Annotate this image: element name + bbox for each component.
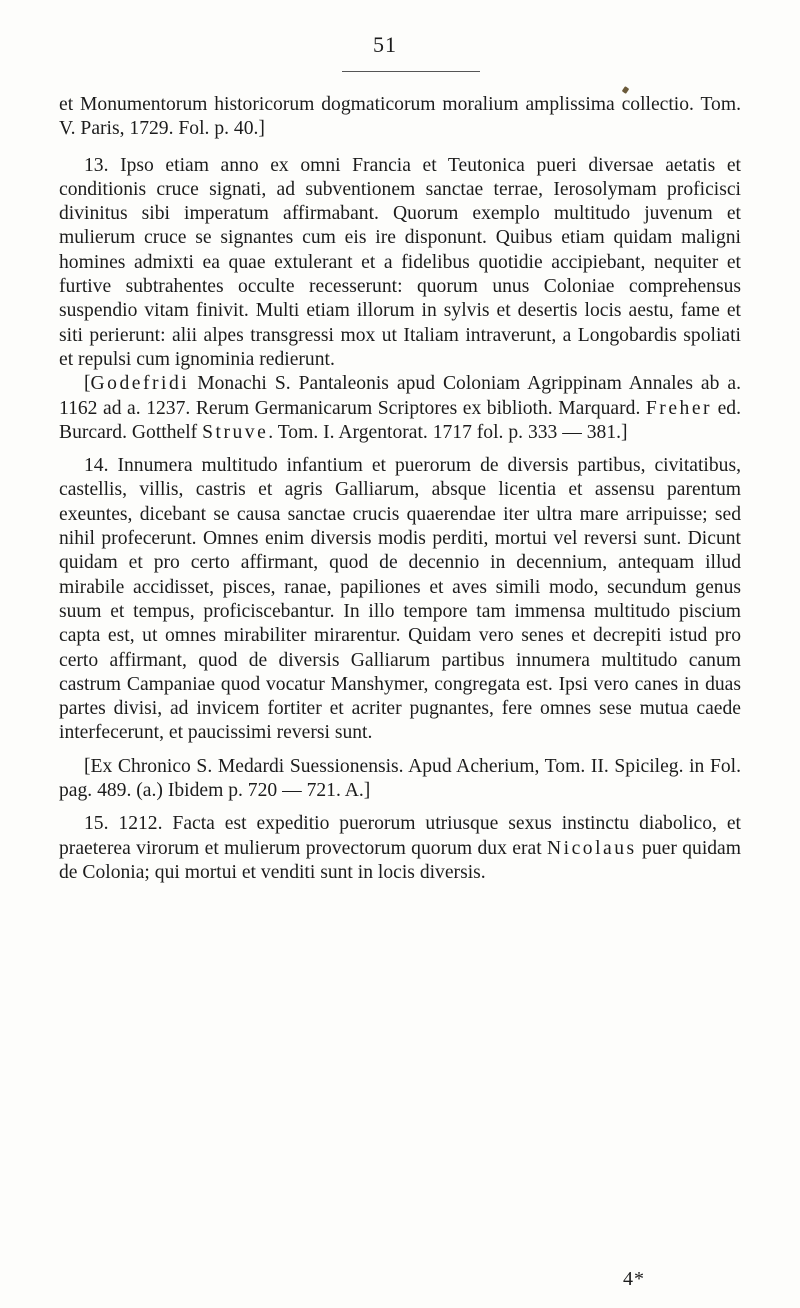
author-struve: Struve [202,421,269,443]
paragraph-15 [59,812,741,885]
author-godefridus: Godefridi [90,373,190,395]
author-freher: Freher [645,397,713,419]
paragraph-15-text-2: puer quidam de Colonia; qui mortui et venditi sunt in locis diversis. [59,837,741,883]
page-number: 51 [373,32,397,57]
reference-13 [59,372,741,445]
name-nicolaus: Nicolaus [547,837,637,859]
paragraph-continuation: et Monumentorum historicorum dogmaticorum moralium amplissima collectio. Tom. V. Paris, 1729. Fol. p. 40.] [59,94,741,140]
reference-13-text-2: ed. Burcard. Gotthelf [59,397,741,443]
paragraph-13: 13. Ipso etiam anno ex omni Francia et Teutonica pueri diversae aetatis et conditionis cruce signati, ad subventionem sanctae terrae, Ierosolymam proficisci divinitus sibi imperatum affirmabant. Quorum exemplo multitudo juvenum et mulierum cruce se signantes cum eis ire disponunt. Quibus etiam quidam maligni homines admixti ea quae extulerant et a fidelibus quotidie accipiebant, nequiter et furtive subtrahentes occulte recesserunt: quorum unus Coloniae comprehensus suspendio vitam finivit. Multi etiam illorum in sylvis et desertis locis aestu, fame et siti perierunt: alii alpes transgressi mox ut Italiam intraverunt, a Longobardis spoliati et repulsi cum ignominia redierunt. [59,154,741,370]
signature-mark: 4* [623,1268,645,1290]
paragraph-15-text-1: 15. 1212. Facta est expeditio puerorum utriusque sexus instinctu diabolico, et praeterea virorum et mulierum provectorum quorum dux erat [59,813,741,859]
reference-13-text-1: Monachi S. Pantaleonis apud Coloniam Agrippinam Annales ab a. 1162 ad a. 1237. Rerum Germanicarum Scriptores ex biblioth. Marquard. [59,373,741,419]
header-rule [342,71,480,72]
paragraph-14: 14. Innumera multitudo infantium et puerorum de diversis partibus, civitatibus, castellis, villis, castris et agris Galliarum, absque licentia et assensu parentum exeuntes, dicebant se causa sanctae crucis quaerendae iter ultra mare arripuisse; sed nihil profecerunt. Omnes enim diversis modis perditi, mortui vel reversi sunt. Dicunt quidam et pro certo affirmant, quod de decennio in decennium, antequam illud mirabile accidisset, pisces, ranae, papiliones et aves simili modo, secundum genus suum et tempus, proficiscebantur. In illo tempore tam immensa multitudo piscium capta est, ut omnes mirabiliter mirarentur. Quidam vero senes et decrepiti istud pro certo affirmant, quod de diversis Galliarum partibus innumera multitudo canum castrum Campaniae quod vocatur Manshymer, congregata est. Ipsi vero canes in duas partes divisi, ad invicem fortiter et acriter pugnantes, fere omnes sese mutua caede interfecerunt, et paucissimi reversi sunt. [59,455,741,744]
reference-13-open: [ [84,373,91,395]
reference-13-text-3: . Tom. I. Argentorat. 1717 fol. p. 333 — 381.] [268,421,628,443]
reference-14: [Ex Chronico S. Medardi Suessionensis. Apud Acherium, Tom. II. Spicileg. in Fol. pag. 489. (a.) Ibidem p. 720 — 721. A.] [59,755,741,802]
body-text [59,93,741,885]
